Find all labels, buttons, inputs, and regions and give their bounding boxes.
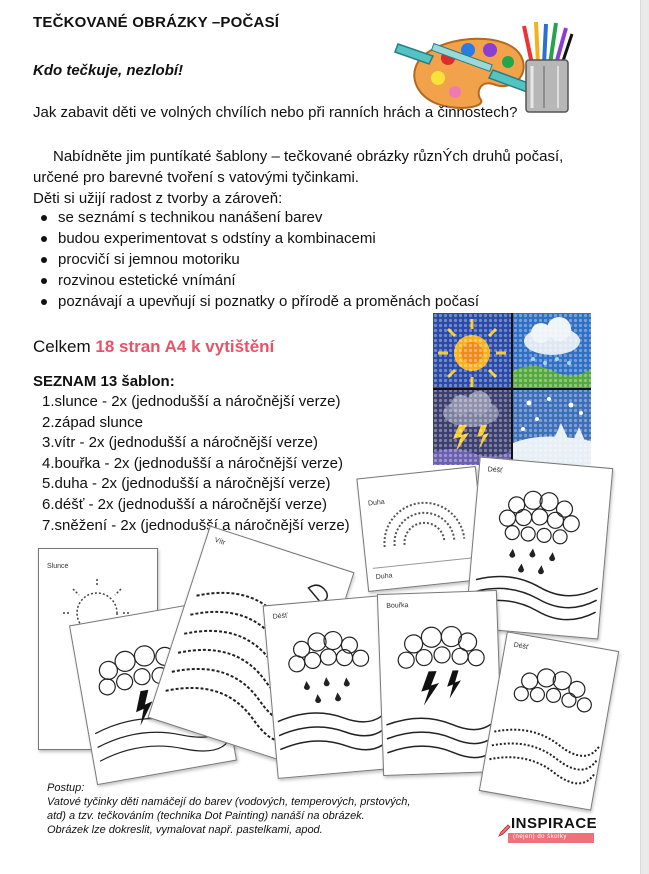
weather-mosaic-image — [433, 313, 591, 465]
description-line: Nabídněte jim puntíkaté šablony – tečkované obrázky různÝch druhů počasí, — [53, 148, 564, 165]
sheet-label: Vítr — [213, 536, 227, 547]
description-line: Děti si užijí radost z tvorby a zároveň: — [33, 190, 283, 207]
description-paragraph — [33, 146, 593, 209]
list-item: poznávají a upevňují si poznatky o přírodě a proměnách počasí — [36, 291, 479, 312]
sheet-label: Déšť — [487, 466, 503, 475]
vertical-scrollbar[interactable] — [640, 0, 649, 874]
logo-tagline: (nejen) do školky — [513, 834, 567, 840]
pencil-icon — [497, 824, 511, 838]
list-item: procvičí si jemnou motoriku — [36, 249, 479, 270]
list-item: budou experimentovat s odstíny a kombinacemi — [36, 228, 479, 249]
sheet-label: Déšť — [272, 612, 289, 621]
list-item: 1.slunce - 2x (jednodušší a náročnější verze) — [42, 393, 341, 410]
sheet-label: Slunce — [47, 563, 69, 570]
benefits-list — [36, 207, 479, 312]
sheet-storm-2 — [377, 590, 503, 776]
list-item: 7.sněžení - 2x (jednodušší a náročnější verze) — [42, 516, 350, 534]
sheet-rainbow — [356, 466, 487, 592]
pencil-cup-illustration — [518, 20, 576, 114]
sheet-rain-3 — [479, 631, 619, 810]
logo-text: INSPIRACE — [511, 815, 598, 832]
page-subtitle: Kdo tečkuje, nezlobí! — [33, 62, 184, 79]
page-title: TEČKOVANÉ OBRÁZKY –POČASÍ — [33, 14, 280, 31]
list-item: 2.západ slunce — [42, 413, 143, 431]
list-item: se seznámí s technikou nanášení barev — [36, 207, 479, 228]
instructions-line: Obrázek lze dokreslit, vymalovat např. pastelkami, apod. — [47, 824, 323, 836]
list-item: 3.vítr - 2x (jednodušší a náročnější verze) — [42, 434, 318, 452]
rain-cloud-drawing-2 — [264, 596, 397, 778]
description-line: určené pro barevné tvoření s vatovými tyčinkami. — [33, 169, 359, 186]
sheet-label: Déšť — [513, 641, 530, 652]
sheet-label: Duha — [375, 572, 393, 582]
instructions-note — [47, 781, 457, 837]
total-pages — [33, 337, 274, 357]
list-item: 5.duha - 2x (jednodušší a náročnější verze) — [42, 475, 331, 493]
intro-text: Jak zabavit děti ve volných chvílích nebo při ranních hrách a činnostech? — [33, 104, 518, 121]
instructions-line: Vatové tyčinky děti namáčejí do barev (vodových, temperových, prstových, — [47, 796, 411, 808]
storm-drawing-2 — [378, 591, 502, 775]
rain-cloud-drawing-3 — [480, 632, 618, 809]
list-item: 6.déšť - 2x (jednodušší a náročnější verze) — [42, 495, 327, 513]
list-item: rozvinou estetické vnímání — [36, 270, 479, 291]
sheet-label: Bouřka — [386, 602, 409, 610]
sheet-label: Duha — [367, 498, 386, 508]
list-item: 4.bouřka - 2x (jednodušší a náročnější verze) — [42, 454, 343, 472]
total-prefix: Celkem — [33, 337, 96, 356]
palette-illustration — [393, 26, 533, 112]
inspirace-logo — [497, 812, 597, 844]
instructions-line: Postup: — [47, 782, 85, 794]
rainbow-drawing — [357, 467, 486, 591]
template-list — [42, 392, 350, 536]
template-list-heading: SEZNAM 13 šablon: — [33, 373, 175, 390]
total-highlight: 18 stran A4 k vytištění — [95, 337, 275, 356]
instructions-line: atd) a tzv. tečkováním (technika Dot Painting) nanáší na obrázek. — [47, 810, 365, 822]
